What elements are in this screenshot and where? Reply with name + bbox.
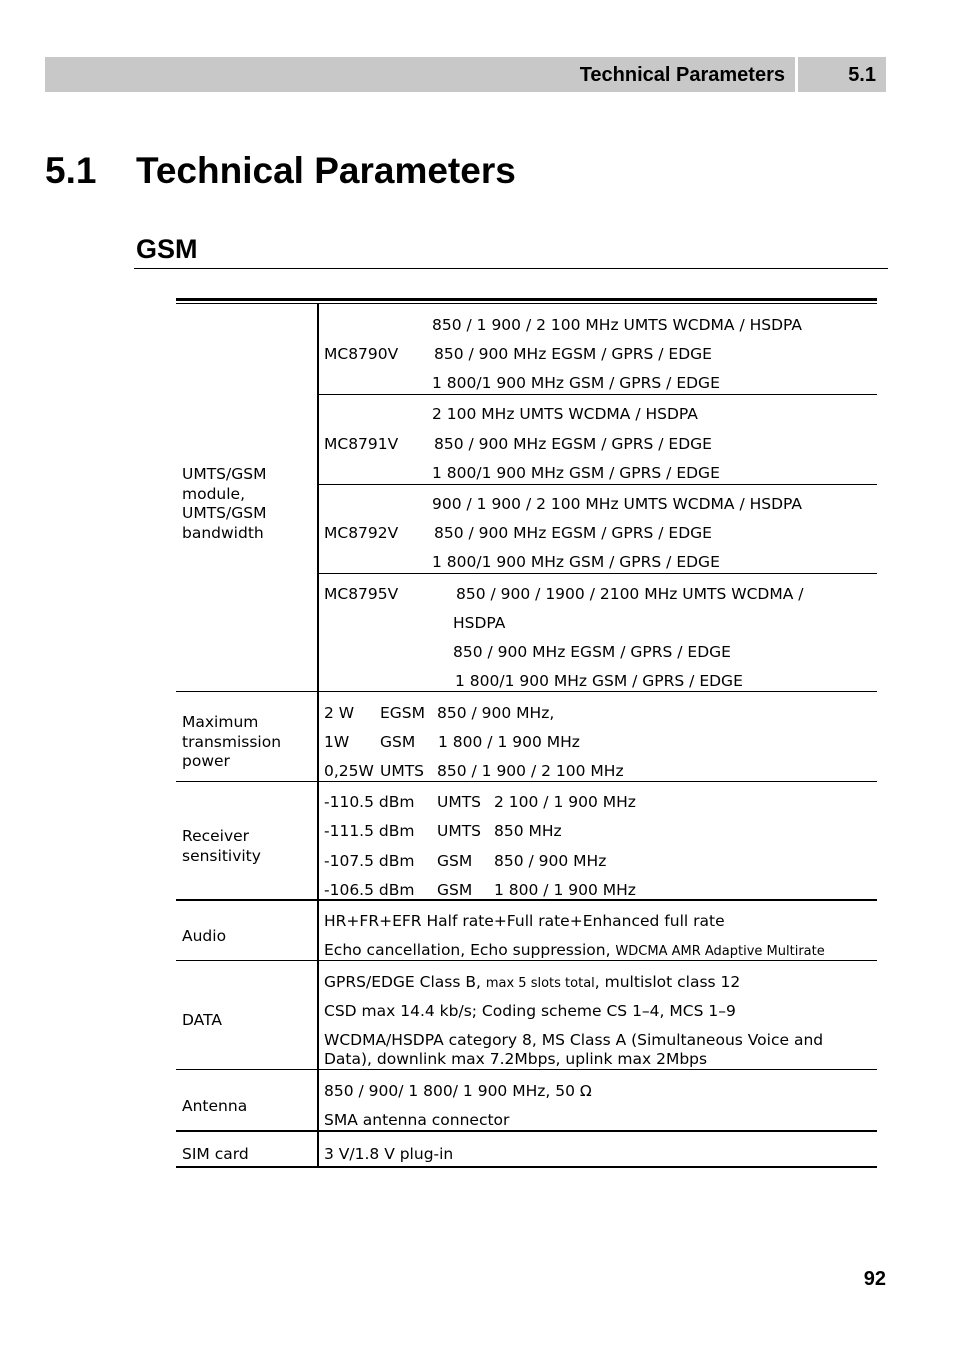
mc8791v-line2: 850 / 900 MHz EGSM / GPRS / EDGE <box>434 435 712 453</box>
antenna-line2: SMA antenna connector <box>324 1111 510 1129</box>
power-row1-bands: 850 / 900 MHz, <box>437 704 555 722</box>
mc8790v-line1: 850 / 1 900 / 2 100 MHz UMTS WCDMA / HSDPA <box>432 316 802 334</box>
header-title: Technical Parameters <box>579 64 785 86</box>
chapter-title: Technical Parameters <box>136 150 516 191</box>
sensitivity-row-value: -111.5 dBm <box>324 822 415 840</box>
sensitivity-row-mode: GSM <box>437 881 473 899</box>
mc8795v-line1b: HSDPA <box>453 614 506 632</box>
power-row1-value: 2 W <box>324 704 355 722</box>
data-line3: WCDMA/HSDPA category 8, MS Class A (Simultaneous Voice and <box>324 1031 824 1049</box>
data-label: DATA <box>182 1011 222 1029</box>
data-line1 <box>324 973 740 993</box>
table-top-rule-thin <box>176 303 877 304</box>
power-row3-value: 0,25W <box>324 762 374 780</box>
data-line2: CSD max 14.4 kb/s; Coding scheme CS 1–4, MCS 1–9 <box>324 1002 736 1020</box>
table-bottom-rule <box>176 1166 877 1168</box>
sim-value: 3 V/1.8 V plug-in <box>324 1145 454 1163</box>
mc8790v-model: MC8790V <box>324 345 399 363</box>
mc8795v-line3: 1 800/1 900 MHz GSM / GPRS / EDGE <box>455 672 743 690</box>
sensitivity-row-bands: 1 800 / 1 900 MHz <box>494 881 636 899</box>
audio-line2-main: Echo cancellation, Echo suppression, <box>324 941 616 959</box>
column-separator <box>317 304 319 1168</box>
audio-label: Audio <box>182 927 227 945</box>
antenna-line1: 850 / 900/ 1 800/ 1 900 MHz, 50 Ω <box>324 1082 592 1100</box>
row-divider <box>176 691 877 692</box>
page-number: 92 <box>863 1268 886 1290</box>
audio-line2 <box>324 941 825 961</box>
power-row3-bands: 850 / 1 900 / 2 100 MHz <box>437 762 624 780</box>
mc8791v-line3: 1 800/1 900 MHz GSM / GPRS / EDGE <box>432 464 720 482</box>
sensitivity-row-mode: UMTS <box>437 822 482 840</box>
row-divider <box>318 484 877 485</box>
sensitivity-row-bands: 850 / 900 MHz <box>494 852 607 870</box>
data-line1-a: GPRS/EDGE Class B, <box>324 973 486 991</box>
mc8795v-line1: 850 / 900 / 1900 / 2100 MHz UMTS WCDMA / <box>456 585 804 603</box>
mc8792v-line3: 1 800/1 900 MHz GSM / GPRS / EDGE <box>432 553 720 571</box>
table-top-rule <box>176 298 877 301</box>
audio-line2-small: WDCMA AMR Adaptive Multirate <box>615 944 825 959</box>
data-line4: Data), downlink max 7.2Mbps, uplink max 2Mbps <box>324 1050 708 1068</box>
data-line1-b: , multislot class 12 <box>594 973 741 991</box>
mc8792v-model: MC8792V <box>324 524 399 542</box>
mc8792v-line2: 850 / 900 MHz EGSM / GPRS / EDGE <box>434 524 712 542</box>
row-divider <box>176 960 877 961</box>
row-divider <box>176 781 877 782</box>
row-divider <box>318 394 877 395</box>
sensitivity-row-bands: 2 100 / 1 900 MHz <box>494 793 636 811</box>
antenna-label: Antenna <box>182 1097 248 1115</box>
power-row2-bands: 1 800 / 1 900 MHz <box>438 733 580 751</box>
sensitivity-row-value: -106.5 dBm <box>324 881 415 899</box>
mc8795v-line2: 850 / 900 MHz EGSM / GPRS / EDGE <box>453 643 731 661</box>
sensitivity-label: Receiver sensitivity <box>182 827 261 865</box>
audio-line1: HR+FR+EFR Half rate+Full rate+Enhanced full rate <box>324 912 725 930</box>
mc8795v-model: MC8795V <box>324 585 399 603</box>
bandwidth-label: UMTS/GSM module, UMTS/GSM bandwidth <box>182 465 267 542</box>
chapter-number: 5.1 <box>45 150 97 191</box>
row-divider <box>318 573 877 574</box>
data-line1-small: max 5 slots total <box>485 976 595 991</box>
row-divider <box>176 1130 877 1132</box>
sensitivity-row-mode: GSM <box>437 852 473 870</box>
row-divider <box>176 1069 877 1070</box>
mc8791v-line1: 2 100 MHz UMTS WCDMA / HSDPA <box>432 405 698 423</box>
power-row2-value: 1W <box>324 733 350 751</box>
mc8792v-line1: 900 / 1 900 / 2 100 MHz UMTS WCDMA / HSDPA <box>432 495 802 513</box>
header-title-box <box>45 57 795 92</box>
sensitivity-row-value: -107.5 dBm <box>324 852 415 870</box>
section-rule <box>134 268 888 269</box>
sim-label: SIM card <box>182 1145 249 1163</box>
header-number: 5.1 <box>848 64 876 86</box>
header-number-box <box>798 57 886 92</box>
sensitivity-row-value: -110.5 dBm <box>324 793 415 811</box>
running-header <box>45 57 886 92</box>
mc8790v-line2: 850 / 900 MHz EGSM / GPRS / EDGE <box>434 345 712 363</box>
power-label: Maximum transmission power <box>182 713 282 770</box>
sensitivity-row-mode: UMTS <box>437 793 482 811</box>
power-row1-mode: EGSM <box>380 704 426 722</box>
power-row3-mode: UMTS <box>380 762 425 780</box>
power-row2-mode: GSM <box>380 733 416 751</box>
mc8791v-model: MC8791V <box>324 435 399 453</box>
section-title: GSM <box>136 234 198 264</box>
sensitivity-row-bands: 850 MHz <box>494 822 562 840</box>
row-divider <box>176 899 877 901</box>
mc8790v-line3: 1 800/1 900 MHz GSM / GPRS / EDGE <box>432 374 720 392</box>
